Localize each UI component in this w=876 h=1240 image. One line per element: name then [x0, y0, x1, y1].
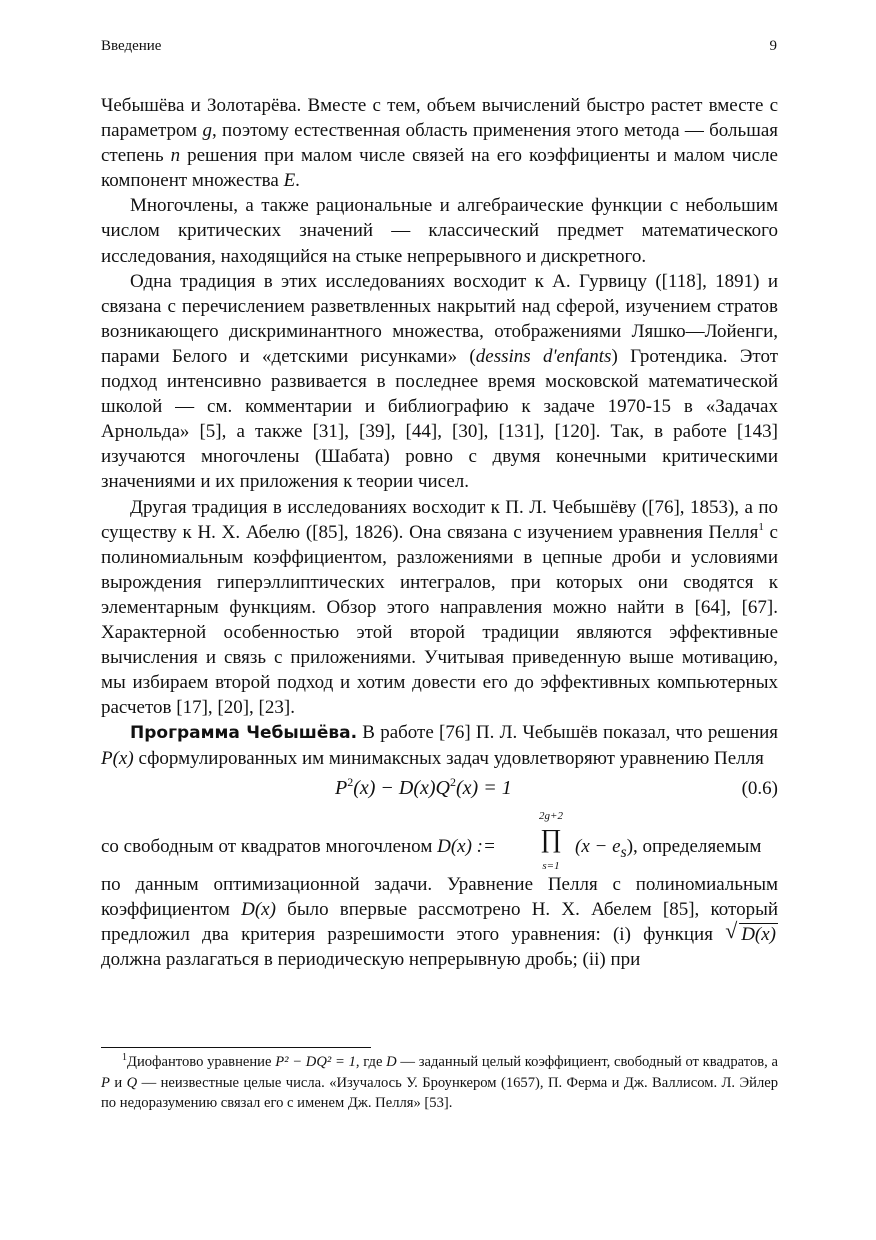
footnote-marker[interactable]: 1 [758, 520, 764, 533]
math-var: D [386, 1054, 397, 1070]
text-run: , где [355, 1054, 387, 1070]
equation-number: (0.6) [741, 777, 778, 799]
square-root [725, 917, 778, 947]
math-inline: D(x) := [437, 835, 496, 857]
product-upper-limit: 2g+2 [539, 809, 563, 822]
text-run: должна разлагаться в периодическую непрерывную дробь; (ii) при [101, 948, 641, 970]
product-symbol: ∏ [540, 823, 562, 853]
product-line [101, 809, 778, 872]
text-run: по данным оптимизационной задачи. Уравнение Пелля с полиномиальным коэффициентом [101, 873, 778, 920]
paragraph-3 [101, 495, 778, 721]
text-run: Диофантово уравнение [127, 1054, 276, 1070]
text-run: сформулированных им минимаксных задач удовлетворяют уравнению Пелля [133, 748, 764, 770]
math-var: n [170, 145, 181, 167]
math-var: g [202, 120, 212, 142]
text-run: решения при малом числе связей на его коэффициенты и малом числе компонент множества [101, 145, 778, 192]
math-inline: D(x) [241, 898, 276, 920]
running-title: Введение [101, 38, 162, 54]
product-lower-limit: s=1 [542, 859, 560, 872]
text-run: ) Гротендика. Этот подход интенсивно развивается в последнее время московской математической школой — см. комментарии и библиографию к задаче 1970-15 в «Задачах Арнольда» [5], а также [31], [39], [44], [30], [131], [120]. Так, в работе [143] изучаются многочлены (Шабата) ровно с двумя конечными критическими значениями и их приложения к теории чисел. [101, 345, 778, 493]
paragraph-5 [101, 872, 778, 972]
text-run: — неизвестные целые числа. «Изучалось У. Броункером (1657), П. Ферма и Дж. Валлисом. Л. Эйлер по недоразумению связал его с именем Дж. Пелля» [53]. [101, 1074, 779, 1112]
paragraph-2 [101, 269, 778, 495]
text-run: Одна традиция в этих исследованиях восходит к А. Гурвицу ([118], 1891) и связана с перечислением разветвленных накрытий над сферой, изучением стратов возникающего дискриминантного множества, отображениями Ляшко—Лойенги, парами Белого и «детскими рисунками» ( [101, 270, 778, 367]
text-run: Другая традиция в исследованиях восходит к П. Л. Чебышёву ([76], 1853), а по существу к Н. Х. Абелю ([85], 1826). Она связана с изучением уравнения Пелля [101, 496, 778, 543]
running-head [101, 38, 777, 58]
subscript: s [620, 843, 627, 861]
math-inline: P(x) [101, 748, 134, 770]
math-var: E [283, 170, 296, 192]
section-lead: Программа Чебышёва. [130, 723, 358, 744]
text-run: , поэтому естественная область применения этого метода — большая степень [101, 120, 778, 167]
paragraph-0 [101, 93, 778, 193]
math-term: P [335, 776, 348, 799]
radicand: D(x) [741, 923, 776, 945]
product-operator [531, 809, 571, 872]
page-number: 9 [769, 38, 777, 54]
equation-formula [335, 776, 512, 801]
text-run: и [109, 1074, 127, 1091]
equation-0-6 [101, 772, 778, 806]
math-var: P [101, 1074, 110, 1091]
text-run: было впервые рассмотрено Н. Х. Абелем [85], который предложил два критерия разрешимости этого уравнения: (i) функция [101, 898, 778, 945]
italic-phrase: dessins d'enfants [475, 345, 612, 367]
text-run: . [295, 170, 300, 192]
paragraph-4 [101, 720, 778, 771]
radical-sign: √ [725, 917, 738, 943]
math-term: (x) − D(x)Q [353, 776, 450, 799]
math-inline: ) [626, 835, 634, 857]
paragraph-1: Многочлены, а также рациональные и алгебраические функции с небольшим числом критических значений — классический предмет математического исследования, находящийся на стыке непрерывного и дискретного. [101, 195, 778, 267]
math-inline: (x − e [575, 835, 621, 857]
math-inline: P² − DQ² = 1 [275, 1054, 356, 1070]
text-run: В работе [76] П. Л. Чебышёв показал, что решения [357, 722, 778, 744]
text-run: — заданный целый коэффициент, свободный от квадратов, а [396, 1054, 778, 1070]
exponent: 2 [450, 774, 456, 789]
main-text [101, 93, 778, 972]
exponent: 2 [347, 774, 354, 789]
text-run: со свободным от квадратов многочленом [101, 835, 438, 857]
math-var: Q [126, 1074, 138, 1091]
math-term: (x) = 1 [456, 776, 512, 799]
product-line-before [101, 834, 496, 859]
footnote-1 [101, 1052, 778, 1114]
text-run: , определяемым [633, 835, 762, 857]
product-line-after [575, 834, 761, 865]
footnote-rule [101, 1047, 371, 1048]
text-run: Чебышёва и Золотарёва. Вместе с тем, объем вычислений быстро растет вместе с параметром [101, 95, 778, 142]
footnote-mark: 1 [122, 1052, 127, 1063]
text-run: с полиномиальным коэффициентом, разложениями в цепные дроби и условиями вырождения гиперэллиптических интегралов, при которых они сводятся к элементарным функциям. Обзор этого направления можно найти в [64], [67]. Характерной особенностью этой второй традиции являются эффективные вычисления и связь с приложениями. Учитывая приведенную выше мотивацию, мы избираем второй подход и хотим довести его до эффективных компьютерных расчетов [17], [20], [23]. [101, 521, 778, 719]
